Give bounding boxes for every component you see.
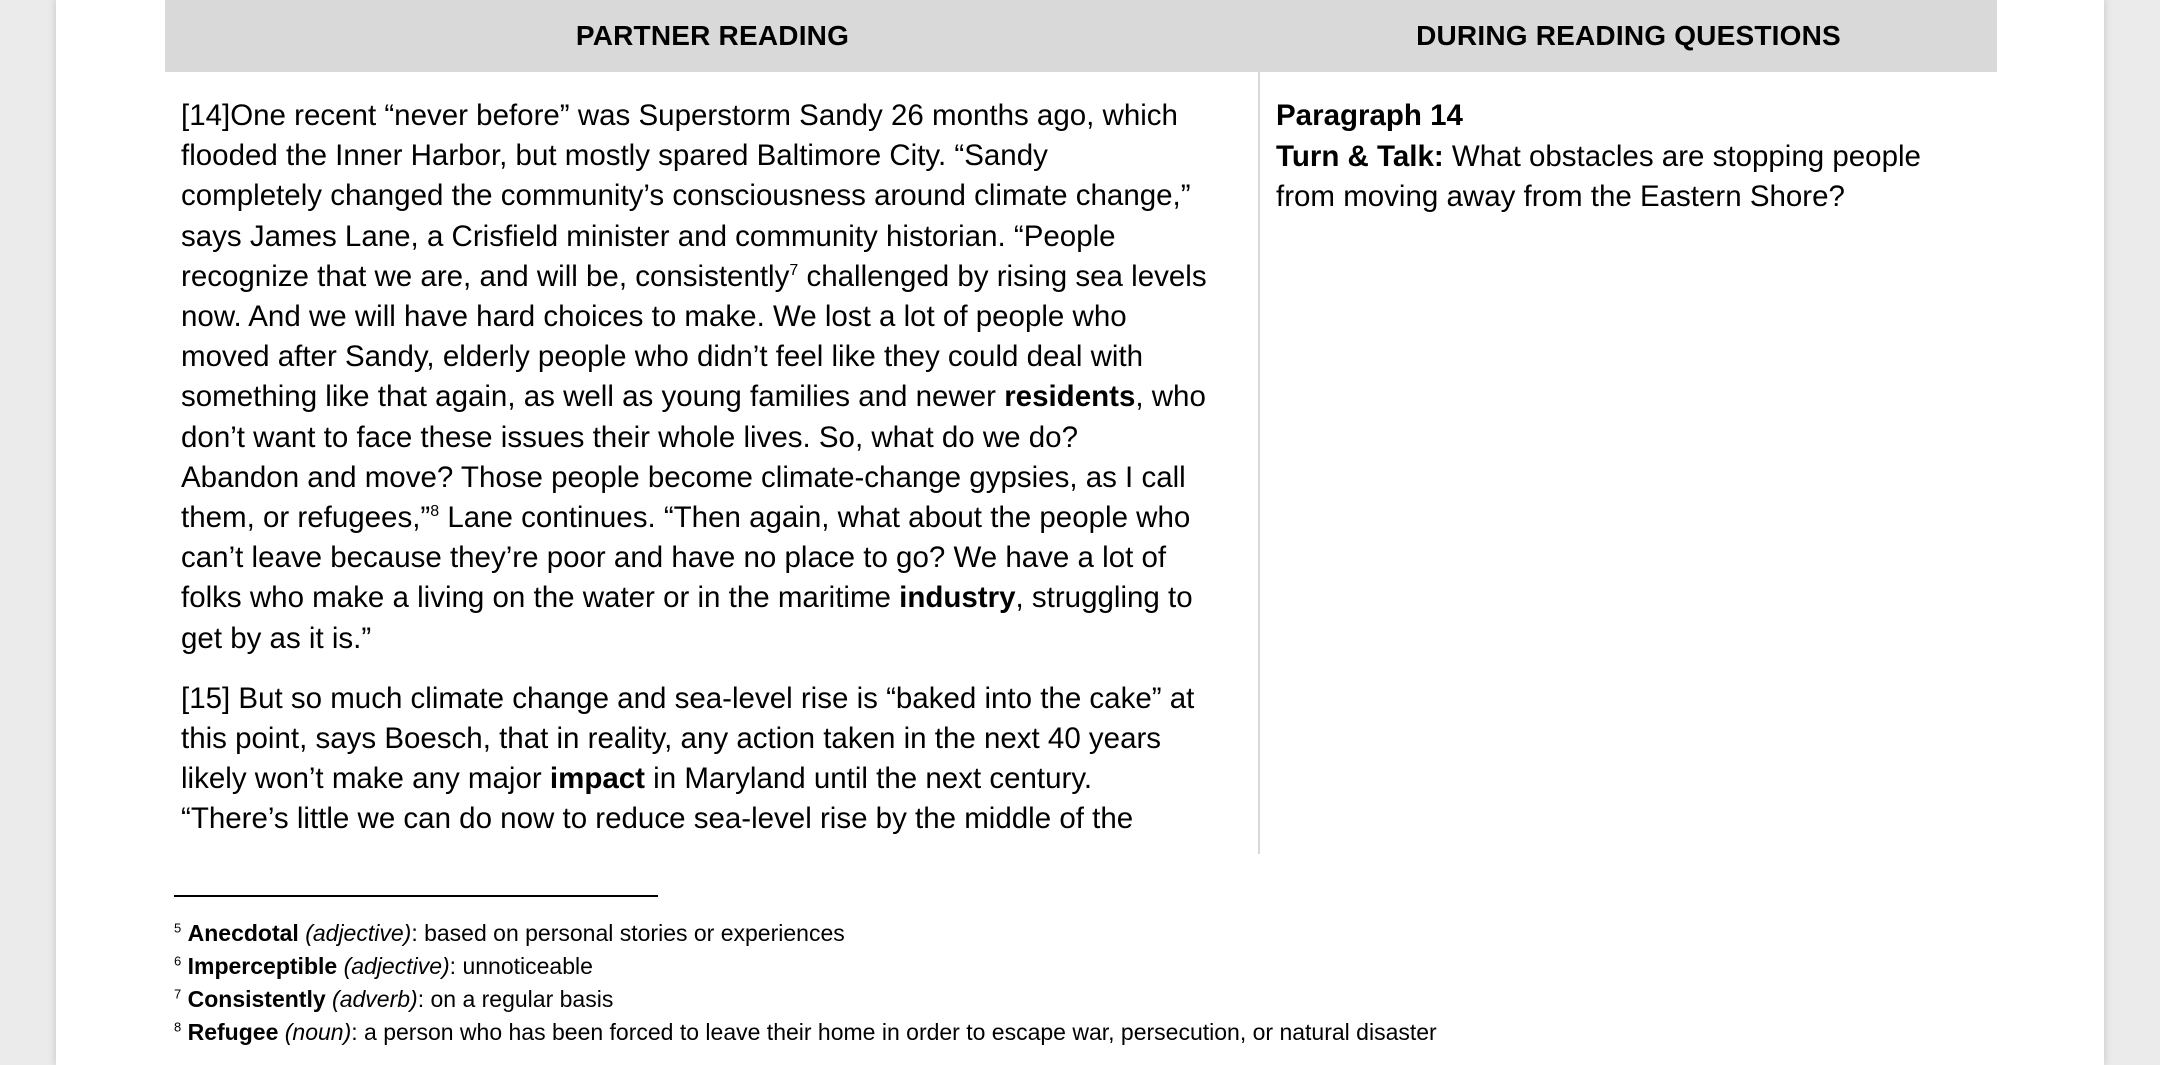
text-segment: something like that again, as well as young families and newer — [181, 380, 1005, 414]
table-header-row — [165, 0, 1997, 72]
footnotes — [174, 917, 1437, 1049]
text-segment: recognize that we are, and will be, consistently — [181, 259, 790, 293]
during-reading-questions-header: DURING READING QUESTIONS — [1416, 20, 1841, 51]
text-line: says James Lane, a Crisfield minister and community historian. “People — [181, 219, 1116, 253]
footnote-term: Consistently — [187, 986, 326, 1012]
text-line: get by as it is.” — [181, 621, 372, 655]
vocab-word-impact: impact — [549, 762, 645, 796]
footnote-number: 5 — [174, 920, 182, 936]
text-line — [181, 498, 1242, 538]
footnote-separator — [174, 895, 658, 897]
footnote-5 — [174, 917, 1437, 950]
text-segment: challenged by rising sea levels — [798, 259, 1207, 293]
text-line: this point, says Boesch, that in reality, any action taken in the next 40 years — [181, 722, 1162, 756]
text-line: Abandon and move? Those people become climate-change gypsies, as I call — [181, 460, 1186, 494]
footnote-7 — [174, 983, 1437, 1016]
text-segment: , struggling to — [1015, 581, 1193, 615]
vocab-word-residents: residents — [1004, 380, 1136, 414]
text-line: don’t want to face these issues their whole lives. So, what do we do? — [181, 420, 1078, 454]
footnote-part-of-speech: (adverb) — [332, 986, 418, 1012]
footnote-term: Refugee — [187, 1019, 279, 1045]
footnote-number: 8 — [174, 1019, 182, 1035]
text-line — [181, 257, 1242, 297]
text-segment: Lane continues. “Then again, what about the people who — [439, 501, 1191, 535]
footnote-6 — [174, 950, 1437, 983]
footnote-part-of-speech: (adjective) — [343, 953, 450, 979]
during-reading-questions-column — [1260, 72, 1997, 854]
footnote-ref-8: 8 — [430, 503, 440, 521]
footnote-definition: : on a regular basis — [417, 986, 614, 1012]
reading-table — [165, 0, 1997, 854]
footnote-ref-7: 7 — [789, 261, 799, 279]
document-page — [56, 0, 2104, 1065]
footnote-term: Anecdotal — [187, 920, 299, 946]
text-segment: likely won’t make any major — [181, 762, 550, 796]
vocab-word-industry: industry — [899, 581, 1016, 615]
table-body-row — [165, 72, 1997, 854]
text-line — [181, 759, 1242, 799]
text-line: [14]One recent “never before” was Superstorm Sandy 26 months ago, which — [181, 99, 1178, 132]
footnote-term: Imperceptible — [187, 953, 338, 979]
footnote-number: 7 — [174, 986, 182, 1002]
text-segment: in Maryland until the next century. — [644, 762, 1093, 796]
question-body: What obstacles are stopping people from moving away from the Eastern Shore? — [1276, 139, 1921, 213]
text-segment: , who — [1135, 380, 1206, 414]
text-line: can’t leave because they’re poor and have no place to go? We have a lot of — [181, 541, 1167, 575]
question-paragraph-label: Paragraph 14 — [1276, 99, 1463, 132]
text-line: completely changed the community’s consciousness around climate change,” — [181, 179, 1191, 213]
text-line: now. And we will have hard choices to make. We lost a lot of people who — [181, 300, 1127, 334]
text-segment: them, or refugees,” — [181, 501, 431, 535]
footnote-number: 6 — [174, 953, 182, 969]
turn-and-talk-label: Turn & Talk: — [1276, 139, 1444, 173]
paragraph-14 — [181, 96, 1242, 659]
partner-reading-header: PARTNER READING — [575, 20, 850, 51]
text-line — [181, 377, 1242, 417]
partner-reading-column — [165, 72, 1260, 854]
text-line — [181, 578, 1242, 618]
footnote-definition: : unnoticeable — [449, 953, 593, 979]
text-line: flooded the Inner Harbor, but mostly spared Baltimore City. “Sandy — [181, 139, 1048, 173]
text-segment: folks who make a living on the water or in the maritime — [181, 581, 900, 615]
paragraph-15 — [181, 679, 1242, 840]
footnote-part-of-speech: (noun) — [284, 1019, 352, 1045]
footnote-part-of-speech: (adjective) — [305, 920, 412, 946]
text-line: moved after Sandy, elderly people who didn’t feel like they could deal with — [181, 340, 1144, 374]
text-line: [15] But so much climate change and sea-level rise is “baked into the cake” at — [181, 681, 1195, 715]
text-line: “There’s little we can do now to reduce sea-level rise by the middle of the — [181, 802, 1134, 836]
question-text — [1276, 137, 1983, 218]
footnote-definition: : based on personal stories or experiences — [411, 920, 845, 946]
footnote-8 — [174, 1016, 1437, 1049]
footnote-definition: : a person who has been forced to leave their home in order to escape war, persecution, or natural disaster — [351, 1019, 1437, 1045]
